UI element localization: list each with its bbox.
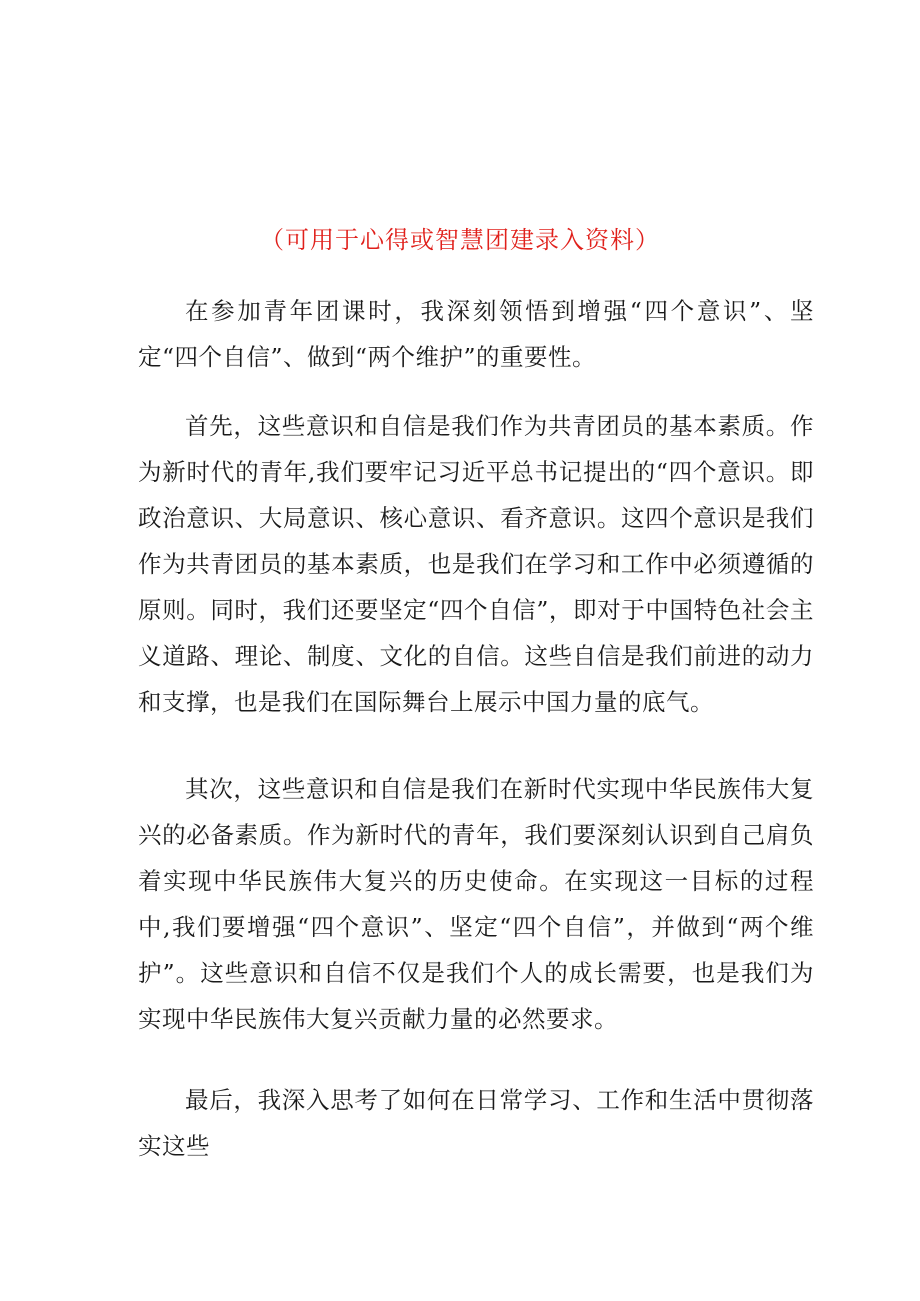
document-subtitle: （可用于心得或智慧团建录入资料） [260,226,660,254]
paragraph-first: 首先，这些意识和自信是我们作为共青团员的基本素质。作为新时代的青年,我们要牢记习近平总书记提出的“四个意识。即政治意识、大局意识、核心意识、看齐意识。这四个意识是我们作为共青团员的基本素质，也是我们在学习和工作中必须遵循的原则。同时，我们还要坚定“四个自信”，即对于中国特色社会主义道路、理论、制度、文化的自信。这些自信是我们前进的动力和支撑，也是我们在国际舞台上展示中国力量的底气。 [138,412,814,716]
paragraph-second: 其次，这些意识和自信是我们在新时代实现中华民族伟大复兴的必备素质。作为新时代的青年，我们要深刻认识到自己肩负着实现中华民族伟大复兴的历史使命。在实现这一目标的过程中,我们要增强“四个意识”、坚定“四个自信”，并做到“两个维护”。这些意识和自信不仅是我们个人的成长需要，也是我们为实现中华民族伟大复兴贡献力量的必然要求。 [138,775,814,1033]
paragraph-final: 最后，我深入思考了如何在日常学习、工作和生活中贯彻落实这些 [138,1086,814,1160]
paragraph-intro: 在参加青年团课时，我深刻领悟到增强“四个意识”、坚定“四个自信”、做到“两个维护”的重要性。 [138,297,814,371]
